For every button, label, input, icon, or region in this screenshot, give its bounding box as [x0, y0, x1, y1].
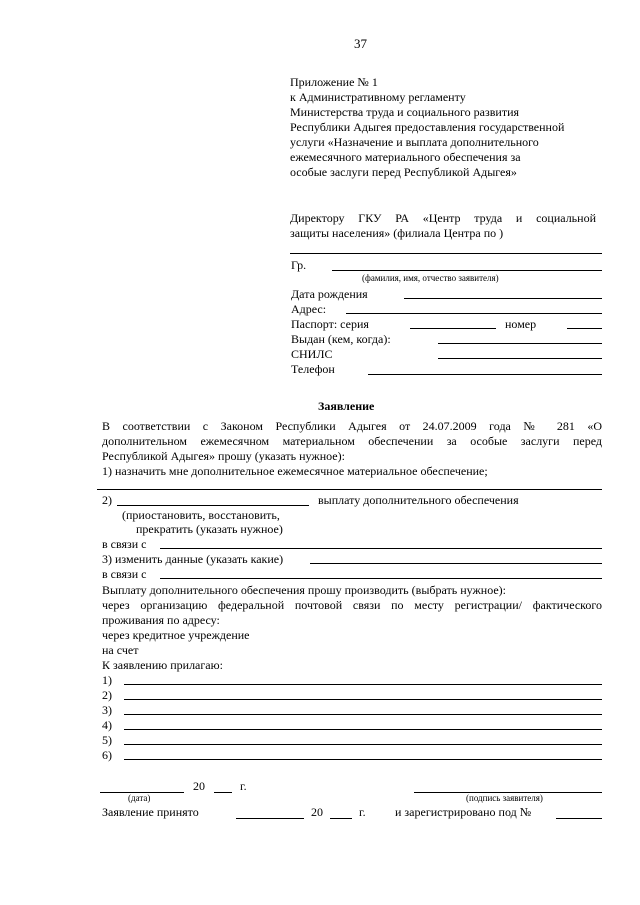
- payment-post-line1: через организацию федеральной почтовой связи по месту регистрации/ фактического: [102, 598, 602, 612]
- attachment-line[interactable]: [124, 699, 602, 700]
- attachment-number: 6): [102, 748, 112, 762]
- account-label: на счет: [102, 643, 139, 657]
- passport-series-line[interactable]: [410, 328, 496, 329]
- passport-number-line[interactable]: [567, 328, 602, 329]
- address-field-line[interactable]: [346, 313, 602, 314]
- accepted-year: 20: [311, 805, 323, 819]
- attachment-line[interactable]: [124, 684, 602, 685]
- appendix-line: к Административному регламенту: [290, 90, 466, 104]
- item-3: 3) изменить данные (указать какие): [102, 552, 284, 566]
- gr-label: Гр.: [291, 258, 307, 272]
- accepted-year-line[interactable]: [330, 818, 352, 819]
- fio-hint: (фамилия, имя, отчество заявителя): [362, 273, 499, 283]
- phone-field-line[interactable]: [368, 374, 602, 375]
- item-2-hint2: прекратить (указать нужное): [136, 522, 283, 536]
- statement-intro-line1: В соответствии с Законом Республики Адыгея от 24.07.2009 года № 281 «О: [102, 419, 602, 433]
- passport-number-label: номер: [505, 317, 537, 331]
- birth-label: Дата рождения: [291, 287, 368, 301]
- phone-label: Телефон: [291, 362, 335, 376]
- date-hint: (дата): [128, 793, 151, 803]
- item-2-hint1: (приостановить, восстановить,: [122, 508, 280, 522]
- fio-field-line[interactable]: [332, 270, 602, 271]
- in-connection-label: в связи с: [102, 567, 147, 581]
- year-suffix: г.: [240, 779, 247, 793]
- item-1-line[interactable]: [97, 489, 602, 490]
- snils-label: СНИЛС: [291, 347, 333, 361]
- appendix-line: особые заслуги перед Республикой Адыгея»: [290, 165, 517, 179]
- passport-label: Паспорт: серия: [291, 317, 369, 331]
- statement-intro-line3: Республикой Адыгея» прошу (указать нужное):: [102, 449, 345, 463]
- appendix-line: услуги «Назначение и выплата дополнительного: [290, 135, 539, 149]
- appendix-line: ежемесячного материального обеспечения за: [290, 150, 521, 164]
- attachment-number: 2): [102, 688, 112, 702]
- attachment-number: 3): [102, 703, 112, 717]
- page-number: 37: [354, 36, 367, 51]
- item-2-text: выплату дополнительного обеспечения: [318, 493, 519, 507]
- item-1: 1) назначить мне дополнительное ежемесячное материальное обеспечение;: [102, 464, 488, 478]
- item-2-number: 2): [102, 493, 112, 507]
- registration-number-line[interactable]: [556, 818, 602, 819]
- birth-field-line[interactable]: [404, 298, 602, 299]
- accepted-label: Заявление принято: [102, 805, 199, 819]
- in-connection-line[interactable]: [160, 548, 602, 549]
- appendix-line: Республики Адыгея предоставления государственной: [290, 120, 565, 134]
- appendix-line: Министерства труда и социального развития: [290, 105, 520, 119]
- snils-field-line[interactable]: [438, 358, 602, 359]
- in-connection-line[interactable]: [160, 578, 602, 579]
- item-2-line[interactable]: [117, 505, 309, 506]
- attachment-line[interactable]: [124, 744, 602, 745]
- attachment-number: 5): [102, 733, 112, 747]
- payment-bank: через кредитное учреждение: [102, 628, 250, 642]
- statement-intro-line2: дополнительном ежемесячном материальном обеспечении за особые заслуги перед: [102, 434, 602, 448]
- attachment-line[interactable]: [124, 729, 602, 730]
- statement-title: Заявление: [318, 399, 375, 413]
- addressee-underline: [290, 253, 602, 254]
- payment-post-line2: проживания по адресу:: [102, 613, 220, 627]
- item-3-line[interactable]: [310, 563, 602, 564]
- year-field-line[interactable]: [214, 792, 232, 793]
- attachment-line[interactable]: [124, 759, 602, 760]
- accepted-date-line[interactable]: [236, 818, 304, 819]
- addressee-line2: защиты населения» (филиала Центра по ): [290, 226, 504, 240]
- appendix-title: Приложение № 1: [290, 75, 378, 89]
- registered-label: и зарегистрировано под №: [395, 805, 532, 819]
- attachment-number: 4): [102, 718, 112, 732]
- year-prefix: 20: [193, 779, 205, 793]
- in-connection-label: в связи с: [102, 537, 147, 551]
- attach-label: К заявлению прилагаю:: [102, 658, 223, 672]
- signature-hint: (подпись заявителя): [466, 793, 543, 803]
- issued-field-line[interactable]: [438, 343, 602, 344]
- payment-label: Выплату дополнительного обеспечения прошу производить (выбрать нужное):: [102, 583, 506, 597]
- attachment-line[interactable]: [124, 714, 602, 715]
- accepted-g: г.: [359, 805, 366, 819]
- attachment-number: 1): [102, 673, 112, 687]
- address-label: Адрес:: [291, 302, 327, 316]
- issued-label: Выдан (кем, когда):: [291, 332, 391, 346]
- addressee-line1: Директору ГКУ РА «Центр труда и социальной: [290, 211, 596, 225]
